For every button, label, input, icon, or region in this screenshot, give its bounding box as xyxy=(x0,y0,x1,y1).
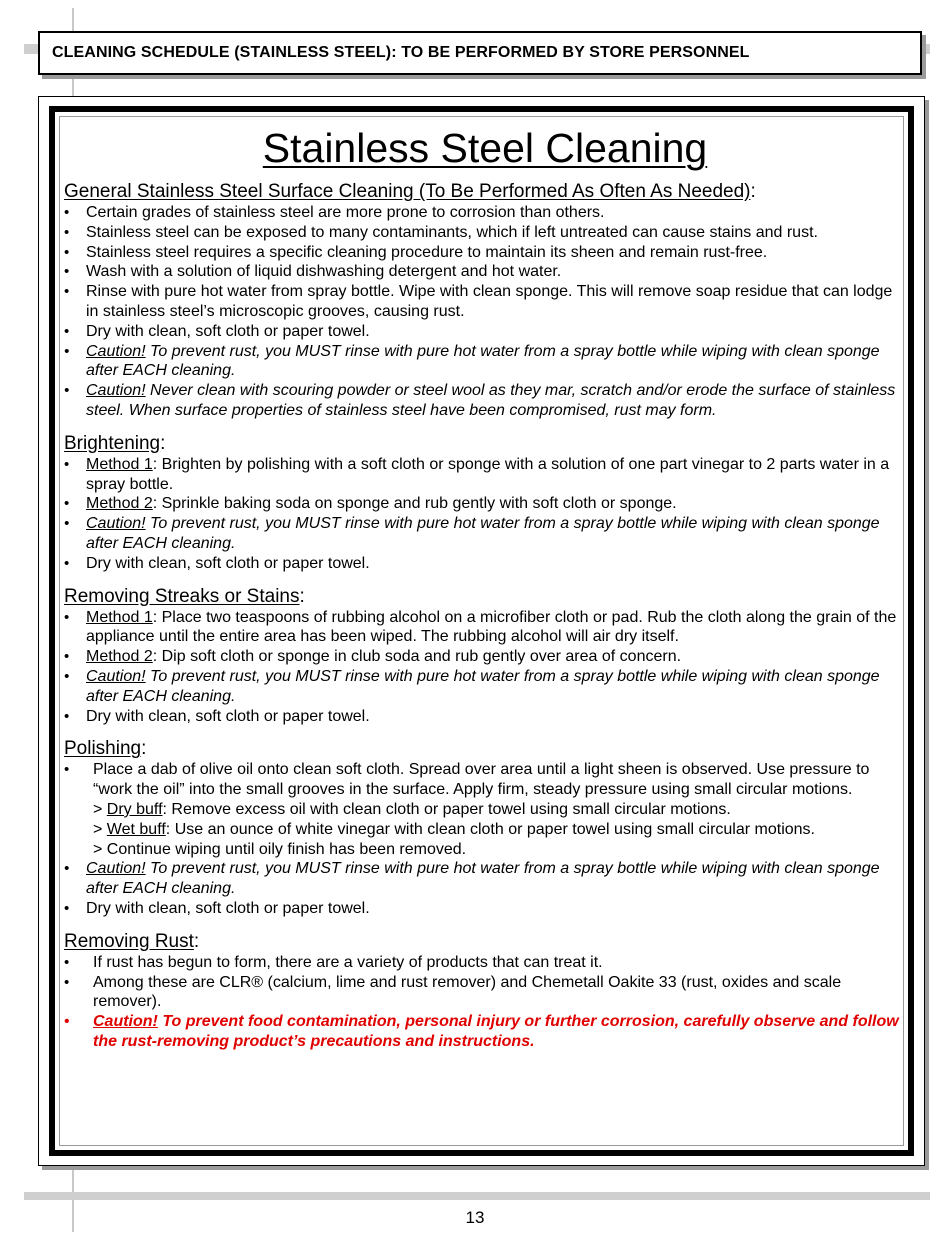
continue-step: > Continue wiping until oily finish has been removed. xyxy=(93,840,467,858)
list-item: • Place a dab of olive oil onto clean soft cloth. Spread over area until a light sheen is observed. Use pressure to “work the oil” into the small grooves in the surface. Apply firm, steady pressure using small circular motions. > Dry buff: Remove excess oil with clean cloth or paper towel using small circular motions. > Wet buff: Use an ounce of white vinegar with clean cloth or paper towel using small circular motions. > Continue wiping until oily finish has been removed. xyxy=(64,760,906,859)
section-title-polishing: Polishing: xyxy=(64,738,147,760)
section-title-brightening: Brightening: xyxy=(64,432,166,454)
brightening-list xyxy=(64,455,906,574)
section-title-rust: Removing Rust: xyxy=(64,930,200,952)
list-item: • Dry with clean, soft cloth or paper towel. xyxy=(64,554,906,574)
list-item: • Rinse with pure hot water from spray bottle. Wipe with clean sponge. This will remove soap residue that can lodge in stainless steel’s microscopic grooves, causing rust. xyxy=(64,282,906,322)
document-body xyxy=(64,124,906,1052)
section-title-streaks: Removing Streaks or Stains: xyxy=(64,585,305,607)
polishing-list xyxy=(64,760,906,918)
list-item: • Stainless steel requires a specific cleaning procedure to maintain its sheen and remain rust-free. xyxy=(64,243,906,263)
caution-item: • Caution! To prevent rust, you MUST rinse with pure hot water from a spray bottle while wiping with clean sponge after EACH cleaning. xyxy=(64,514,906,554)
list-item: • Stainless steel can be exposed to many contaminants, which if left untreated can cause stains and rust. xyxy=(64,223,906,243)
method-item: • Method 2: Dip soft cloth or sponge in club soda and rub gently over area of concern. xyxy=(64,647,906,667)
general-list xyxy=(64,203,906,421)
list-item: • Wash with a solution of liquid dishwashing detergent and hot water. xyxy=(64,262,906,282)
method-item: • Method 1: Place two teaspoons of rubbing alcohol on a microfiber cloth or pad. Rub the cloth along the grain of the appliance until the entire area has been wiped. The rubbing alcohol will air dry itself. xyxy=(64,608,906,648)
dry-buff-step: > Dry buff: Remove excess oil with clean cloth or paper towel using small circular motions. xyxy=(93,800,731,818)
page-header xyxy=(38,31,922,75)
section-title-general: General Stainless Steel Surface Cleaning (To Be Performed As Often As Needed): xyxy=(64,181,756,202)
list-item: • Dry with clean, soft cloth or paper towel. xyxy=(64,899,906,919)
streaks-list xyxy=(64,608,906,727)
list-item: • If rust has begun to form, there are a variety of products that can treat it. xyxy=(64,953,906,973)
caution-item: • Caution! To prevent rust, you MUST rinse with pure hot water from a spray bottle while wiping with clean sponge after EACH cleaning. xyxy=(64,859,906,899)
rust-list xyxy=(64,953,906,1052)
wet-buff-step: > Wet buff: Use an ounce of white vinegar with clean cloth or paper towel using small circular motions. xyxy=(93,820,815,838)
page-number: 13 xyxy=(465,1208,485,1227)
list-item: • Dry with clean, soft cloth or paper towel. xyxy=(64,707,906,727)
list-item: • Among these are CLR® (calcium, lime and rust remover) and Chemetall Oakite 33 (rust, oxides and scale remover). xyxy=(64,973,906,1013)
caution-item: • Caution! Never clean with scouring powder or steel wool as they mar, scratch and/or erode the surface of stainless steel. When surface properties of stainless steel have been compromised, rust may form. xyxy=(64,381,906,421)
list-item: • Dry with clean, soft cloth or paper towel. xyxy=(64,322,906,342)
page-title: Stainless Steel Cleaning xyxy=(262,125,708,171)
list-item: • Certain grades of stainless steel are more prone to corrosion than others. xyxy=(64,203,906,223)
caution-item: • Caution! To prevent rust, you MUST rinse with pure hot water from a spray bottle while wiping with clean sponge after EACH cleaning. xyxy=(64,342,906,382)
bottom-decor-bar xyxy=(24,1192,930,1200)
caution-item: • Caution! To prevent rust, you MUST rinse with pure hot water from a spray bottle while wiping with clean sponge after EACH cleaning. xyxy=(64,667,906,707)
warning-item: • Caution! To prevent food contamination, personal injury or further corrosion, carefully observe and follow the rust-removing product’s precautions and instructions. xyxy=(64,1012,906,1052)
method-item: • Method 2: Sprinkle baking soda on sponge and rub gently with soft cloth or sponge. xyxy=(64,494,906,514)
method-item: • Method 1: Brighten by polishing with a soft cloth or sponge with a solution of one part vinegar to 2 parts water in a spray bottle. xyxy=(64,455,906,495)
header-title: CLEANING SCHEDULE (STAINLESS STEEL): TO BE PERFORMED BY STORE PERSONNEL xyxy=(52,44,750,61)
